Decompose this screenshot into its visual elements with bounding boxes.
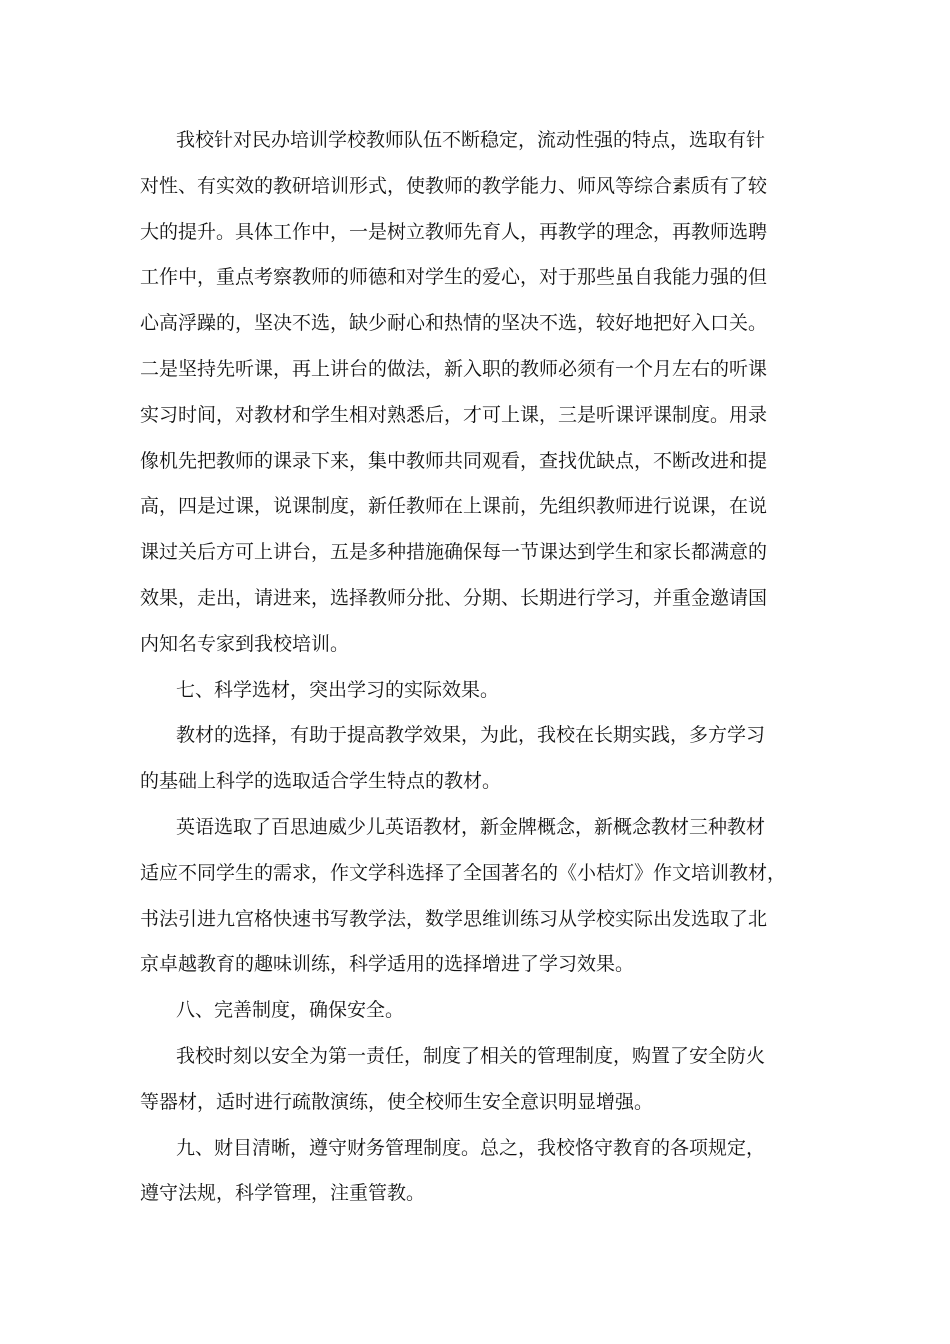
text-line: 适应不同学生的需求，作文学科选择了全国著名的《小桔灯》作文培训教材， [140,861,787,884]
text-line: 像机先把教师的课录下来，集中教师共同观看，查找优缺点，不断改进和提 [140,449,768,472]
text-line: 大的提升。具体工作中，一是树立教师先育人，再教学的理念，再教师选聘 [140,220,768,243]
document-body [140,118,840,1217]
section-heading-seven [140,668,840,714]
paragraph-teacher-training [140,118,840,668]
text-line: 实习时间，对教材和学生相对熟悉后，才可上课，三是听课评课制度。用录 [140,403,768,426]
text-line: 二是坚持先听课，再上讲台的做法，新入职的教师必须有一个月左右的听课 [140,357,768,380]
text-line: 京卓越教育的趣味训练，科学适用的选择增进了学习效果。 [140,953,635,976]
text-line: 的基础上科学的选取适合学生特点的教材。 [140,770,502,793]
text-line: 高，四是过课，说课制度，新任教师在上课前，先组织教师进行说课，在说 [140,495,768,518]
heading-line: 七、科学选材，突出学习的实际效果。 [176,678,500,701]
section-heading-eight [140,988,840,1034]
text-line: 英语选取了百思迪威少儿英语教材，新金牌概念，新概念教材三种教材 [176,815,766,838]
text-line: 遵守法规，科学管理，注重管教。 [140,1182,426,1205]
heading-line: 九、财目清晰，遵守财务管理制度。总之，我校恪守教育的各项规定， [176,1136,766,1159]
text-line: 书法引进九宫格快速书写教学法，数学思维训练习从学校实际出发选取了北 [140,907,768,930]
paragraph-safety [140,1034,840,1126]
section-heading-nine [140,1126,840,1218]
text-line: 心高浮躁的，坚决不选，缺少耐心和热情的坚决不选，较好地把好入口关。 [140,312,768,335]
paragraph-material-selection [140,713,840,805]
text-line: 对性、有实效的教研培训形式，使教师的教学能力、师风等综合素质有了较 [140,174,768,197]
text-line: 我校时刻以安全为第一责任，制度了相关的管理制度，购置了安全防火 [176,1044,766,1067]
text-line: 工作中，重点考察教师的师德和对学生的爱心，对于那些虽自我能力强的但 [140,266,768,289]
text-line: 课过关后方可上讲台，五是多种措施确保每一节课达到学生和家长都满意的 [140,541,768,564]
text-line: 效果，走出，请进来，选择教师分批、分期、长期进行学习，并重金邀请国 [140,586,768,609]
text-line: 等器材，适时进行疏散演练，使全校师生安全意识明显增强。 [140,1090,654,1113]
heading-line: 八、完善制度，确保安全。 [176,999,405,1022]
text-line: 教材的选择，有助于提高教学效果，为此，我校在长期实践，多方学习 [176,724,766,747]
text-line: 我校针对民办培训学校教师队伍不断稳定，流动性强的特点，选取有针 [176,129,766,151]
paragraph-subject-materials [140,805,840,988]
text-line: 内知名专家到我校培训。 [140,632,350,655]
